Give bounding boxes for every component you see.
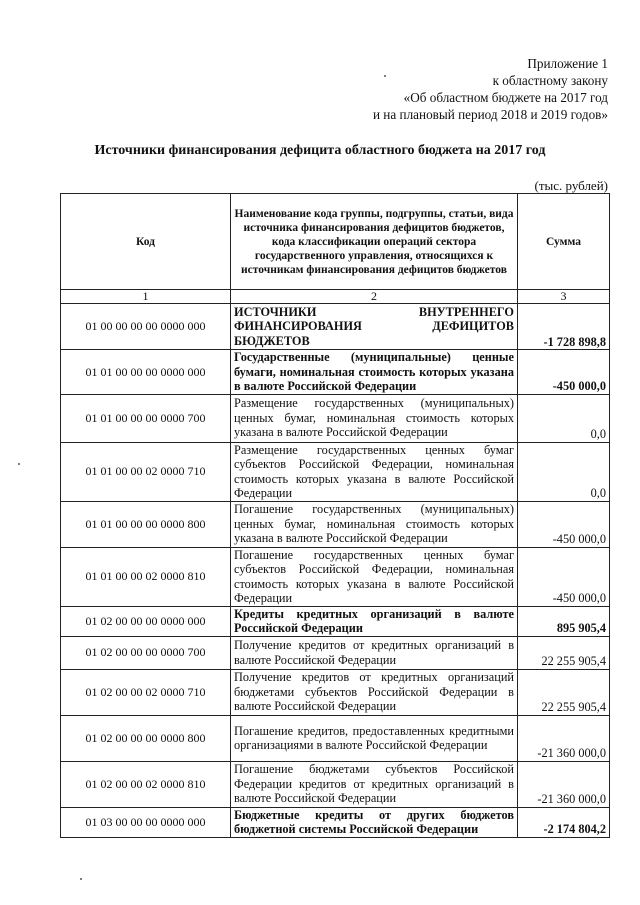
row-code: 01 01 00 00 00 0000 000 (61, 350, 231, 395)
column-number: 1 (61, 290, 231, 304)
row-sum: 22 255 905,4 (518, 669, 610, 715)
table-row (61, 304, 610, 350)
row-sum: -2 174 804,2 (518, 807, 610, 837)
column-numbers-row (61, 290, 610, 304)
table-row (61, 761, 610, 807)
table-row (61, 501, 610, 547)
column-header-sum: Сумма (518, 194, 610, 290)
column-header-name: Наименование кода группы, подгруппы, статьи, вида источника финансирования дефицитов бюджетов, кода классификации операций сектора государственного управления, относящихся к источникам финансирования дефицитов бюджетов (231, 194, 518, 290)
units-label: (тыс. рублей) (534, 178, 608, 193)
row-code: 01 02 00 00 02 0000 710 (61, 669, 231, 715)
row-name: ИСТОЧНИКИ ВНУТРЕННЕГО ФИНАНСИРОВАНИЯ ДЕФИЦИТОВ БЮДЖЕТОВ (231, 304, 518, 350)
column-number: 2 (231, 290, 518, 304)
table-body (61, 304, 610, 838)
row-sum: 895 905,4 (518, 606, 610, 636)
scan-speck (18, 463, 20, 465)
row-code: 01 01 00 00 02 0000 810 (61, 547, 231, 606)
row-code: 01 03 00 00 00 0000 000 (61, 807, 231, 837)
row-code: 01 01 00 00 00 0000 700 (61, 394, 231, 442)
row-name: Погашение бюджетами субъектов Российской Федерации кредитов от кредитных организаций в валюте Российской Федерации (231, 761, 518, 807)
financing-sources-table (60, 193, 610, 838)
row-code: 01 01 00 00 02 0000 710 (61, 442, 231, 501)
row-name: Бюджетные кредиты от других бюджетов бюджетной системы Российской Федерации (231, 807, 518, 837)
row-sum: 0,0 (518, 394, 610, 442)
appendix-header (373, 55, 608, 123)
row-code: 01 02 00 00 00 0000 000 (61, 606, 231, 636)
row-sum: 22 255 905,4 (518, 636, 610, 669)
table-row (61, 606, 610, 636)
row-name: Государственные (муниципальные) ценные бумаги, номинальная стоимость которых указана в валюте Российской Федерации (231, 350, 518, 395)
table-row (61, 394, 610, 442)
scan-speck (384, 75, 386, 77)
row-name: Размещение государственных ценных бумаг субъектов Российской Федерации, номинальная стоимость которых указана в валюте Российской Федерации (231, 442, 518, 501)
row-name: Погашение государственных (муниципальных) ценных бумаг, номинальная стоимость которых указана в валюте Российской Федерации (231, 501, 518, 547)
scan-speck (80, 878, 82, 880)
appendix-line-4: и на плановый период 2018 и 2019 годов» (372, 107, 608, 122)
table-row (61, 669, 610, 715)
table-row (61, 636, 610, 669)
document-title: Источники финансирования дефицита областного бюджета на 2017 год (94, 143, 546, 158)
row-code: 01 02 00 00 00 0000 800 (61, 715, 231, 761)
table-row (61, 807, 610, 837)
row-code: 01 01 00 00 00 0000 800 (61, 501, 231, 547)
table-row (61, 350, 610, 395)
row-sum: -1 728 898,8 (518, 304, 610, 350)
row-sum: -450 000,0 (518, 501, 610, 547)
row-sum: -21 360 000,0 (518, 761, 610, 807)
row-code: 01 02 00 00 02 0000 810 (61, 761, 231, 807)
row-code: 01 00 00 00 00 0000 000 (61, 304, 231, 350)
column-header-code: Код (61, 194, 231, 290)
row-name: Кредиты кредитных организаций в валюте Российской Федерации (231, 606, 518, 636)
row-name: Получение кредитов от кредитных организаций бюджетами субъектов Российской Федерации в валюте Российской Федерации (231, 669, 518, 715)
row-name: Размещение государственных (муниципальных) ценных бумаг, номинальная стоимость которых указана в валюте Российской Федерации (231, 394, 518, 442)
row-name: Погашение кредитов, предоставленных кредитными организациями в валюте Российской Федерации (231, 715, 518, 761)
row-code: 01 02 00 00 00 0000 700 (61, 636, 231, 669)
row-sum: 0,0 (518, 442, 610, 501)
table-header-row (61, 194, 610, 290)
appendix-line-2: к областному закону (492, 73, 608, 88)
appendix-line-3: «Об областном бюджете на 2017 год (403, 90, 608, 105)
appendix-line-1: Приложение 1 (527, 56, 608, 71)
row-sum: -450 000,0 (518, 547, 610, 606)
row-name: Погашение государственных ценных бумаг субъектов Российской Федерации, номинальная стоимость которых указана в валюте Российской Федерации (231, 547, 518, 606)
table-row (61, 547, 610, 606)
table-row (61, 442, 610, 501)
table-row (61, 715, 610, 761)
row-sum: -21 360 000,0 (518, 715, 610, 761)
row-name: Получение кредитов от кредитных организаций в валюте Российской Федерации (231, 636, 518, 669)
row-sum: -450 000,0 (518, 350, 610, 395)
column-number: 3 (518, 290, 610, 304)
